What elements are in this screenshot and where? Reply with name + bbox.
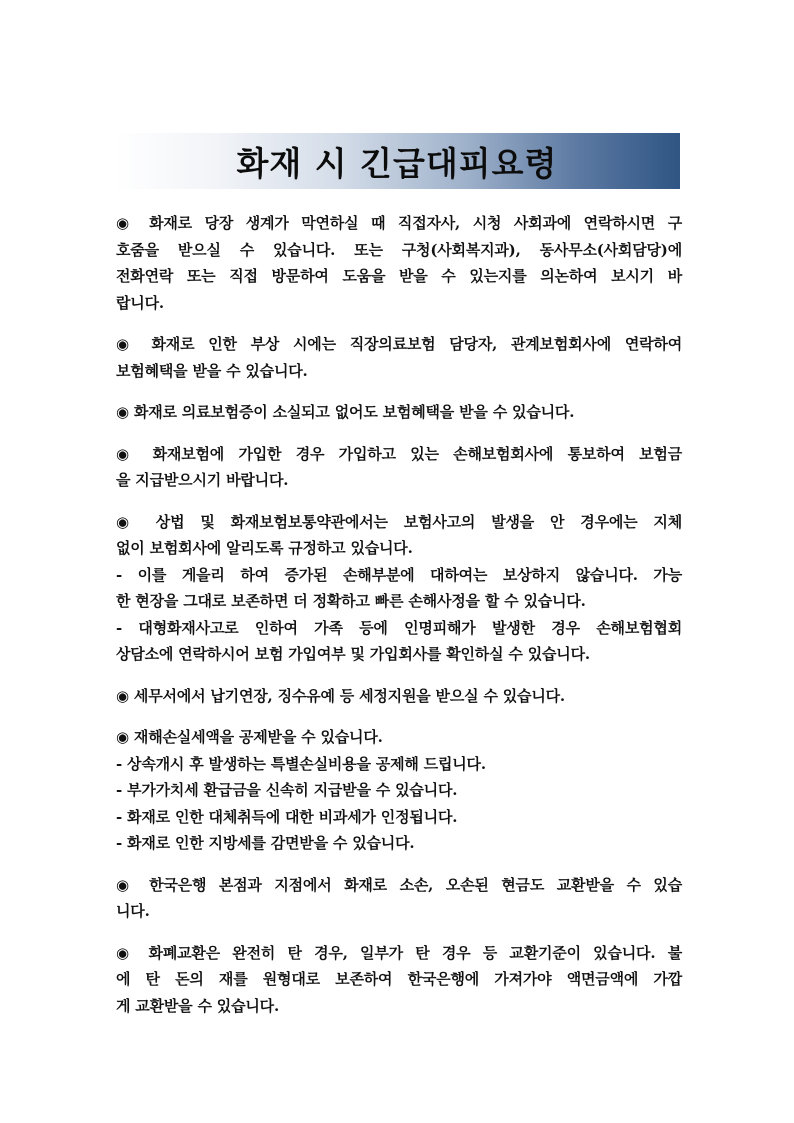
text-line: - 화재로 인한 대체취득에 대한 비과세가 인정됩니다. [116,807,458,826]
section-tax-office [116,683,682,710]
text-line: 에 탄 돈의 재를 원형대로 보존하여 한국은행에 가져가야 액면금액에 가깝 [116,970,682,988]
text-line: 니다. [116,902,150,920]
text-line: ◉ 화폐교환은 완전히 탄 경우, 일부가 탄 경우 등 교환기준이 있습니다. 불 [116,943,682,962]
text-line: ◉ 화재로 인한 부상 시에는 직장의료보험 담당자, 관계보험회사에 연락하여 [116,335,682,353]
section-emergency-relief [116,210,682,316]
text-line: 보험혜택을 받을 수 있습니다. [116,361,308,380]
section-tax-deduction [116,724,682,857]
title-banner [114,133,680,189]
text-line: 호줌을 받으실 수 있습니다. 또는 구청(사회복지과), 동사무소(사회담당)에 [116,240,682,259]
text-line: ◉ 재해손실세액을 공제받을 수 있습니다. [116,728,383,746]
text-line: 전화연락 또는 직접 방문하여 도움을 받을 수 있는지를 의논하여 보시기 바 [116,267,682,285]
text-line: ◉ 화재로 당장 생계가 막연하실 때 직접자사, 시청 사회과에 연락하시면 구 [116,214,682,232]
text-line: - 부가가치세 환급금을 신속히 지급받을 수 있습니다. [116,781,458,799]
text-line: 없이 보험회사에 알리도록 규정하고 있습니다. [116,539,413,557]
section-currency-exchange [116,940,682,1020]
section-fire-insurance [116,441,682,494]
page-title: 화재 시 긴급대피요령 [236,143,558,183]
document-body [116,210,682,1034]
text-line: ◉ 한국은행 본점과 지점에서 화재로 소손, 오손된 현금도 교환받을 수 있습 [116,875,682,894]
text-line: - 대형화재사고로 인하여 가족 등에 인명피해가 발생한 경우 손해보험협회 [116,618,682,637]
text-line: - 상속개시 후 발생하는 특별손실비용을 공제해 드립니다. [116,754,486,773]
text-line: 랍니다. [116,293,164,312]
section-bank-exchange [116,872,682,925]
text-line: ◉ 화재로 의료보험증이 소실되고 없어도 보험혜택을 받을 수 있습니다. [116,403,575,421]
text-line: - 화재로 인한 지방세를 감면받을 수 있습니다. [116,834,415,852]
text-line: 상담소에 연락하시어 보험 가입여부 및 가입회사를 확인하실 수 있습니다. [116,645,590,663]
text-line: 을 지급받으시기 바랍니다. [116,471,289,489]
section-insurance-card [116,399,682,426]
text-line: - 이를 게을리 하여 증가된 손해부분에 대하여는 보상하지 않습니다. 가능 [116,565,682,584]
text-line: ◉ 화재보험에 가입한 경우 가입하고 있는 손해보험회사에 통보하여 보험금 [116,444,682,463]
section-injury-insurance [116,331,682,384]
text-line: 게 교환받을 수 있습니다. [116,996,279,1015]
text-line: ◉ 세무서에서 납기연장, 징수유예 등 세정지원을 받으실 수 있습니다. [116,686,565,705]
section-commercial-law [116,509,682,668]
text-line: 한 현장을 그대로 보존하면 더 정확하고 빠른 손해사정을 할 수 있습니다. [116,592,586,610]
text-line: ◉ 상법 및 화재보험보통약관에서는 보험사고의 발생을 안 경우에는 지체 [116,512,682,531]
